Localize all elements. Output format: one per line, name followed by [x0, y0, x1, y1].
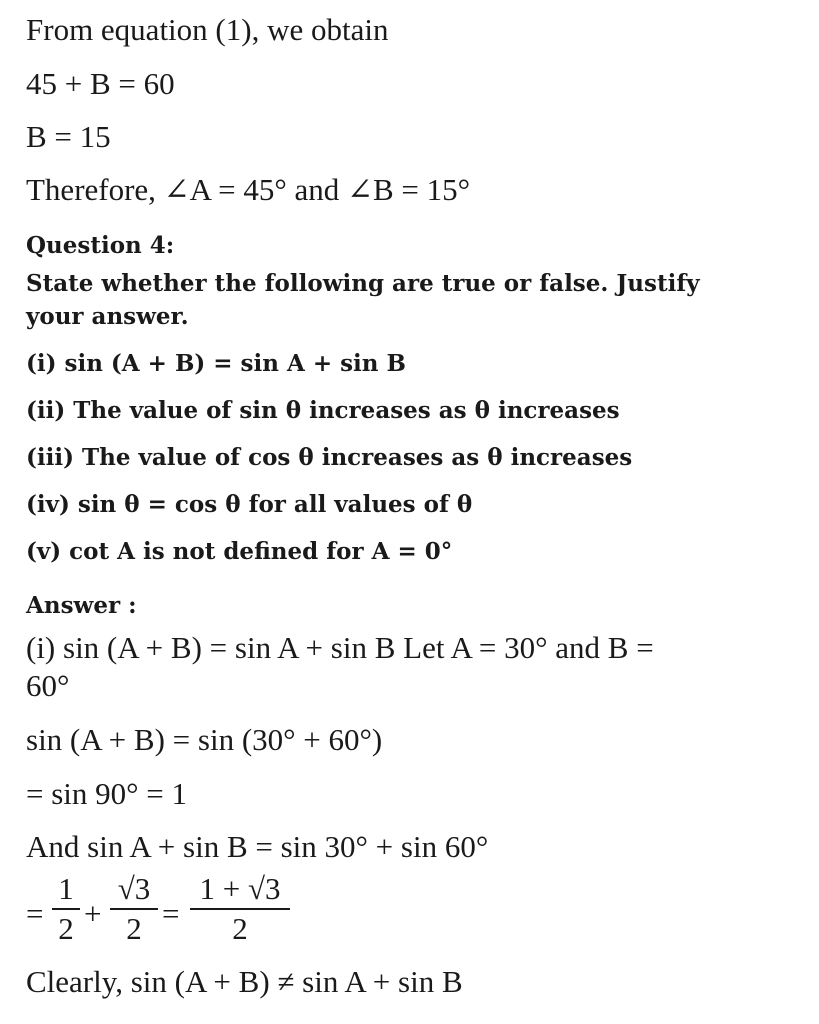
answer-conclusion: Clearly, sin (A + B) ≠ sin A + sin B: [26, 964, 463, 999]
denominator: 2: [58, 910, 74, 946]
text-line: Therefore, ∠A = 45° and ∠B = 15°: [26, 172, 471, 207]
answer-line: sin (A + B) = sin (30° + 60°): [26, 722, 383, 757]
question-item: (iii) The value of cos θ increases as θ increases: [26, 444, 633, 471]
numerator: √3: [117, 871, 151, 906]
numerator: 1 + √3: [199, 871, 281, 906]
question-heading: Question 4:: [26, 232, 175, 259]
text-line: From equation (1), we obtain: [26, 12, 389, 47]
equation-line: 45 + B = 60: [26, 66, 175, 101]
answer-line: 60°: [26, 668, 70, 703]
numerator: 1: [58, 871, 74, 906]
question-prompt: State whether the following are true or false. Justify: [26, 270, 700, 297]
fraction-one-half: [52, 870, 80, 948]
equals-sign: =: [162, 896, 180, 931]
answer-line: And sin A + sin B = sin 30° + sin 60°: [26, 829, 489, 864]
answer-line: (i) sin (A + B) = sin A + sin B Let A = 30° and B =: [26, 630, 654, 665]
question-item: (ii) The value of sin θ increases as θ increases: [26, 397, 620, 424]
question-item: (iv) sin θ = cos θ for all values of θ: [26, 491, 473, 518]
equation-line: B = 15: [26, 119, 111, 154]
question-item: (i) sin (A + B) = sin A + sin B: [26, 350, 406, 377]
answer-heading: Answer :: [26, 592, 137, 619]
denominator: 2: [126, 910, 142, 946]
equals-sign: =: [26, 896, 44, 931]
question-prompt: your answer.: [26, 303, 189, 330]
question-item: (v) cot A is not defined for A = 0°: [26, 538, 453, 565]
denominator: 2: [232, 910, 248, 946]
fraction-root3-half: [110, 870, 158, 948]
fraction-sum: [190, 870, 290, 948]
plus-sign: +: [84, 896, 102, 931]
answer-line: = sin 90° = 1: [26, 776, 188, 811]
